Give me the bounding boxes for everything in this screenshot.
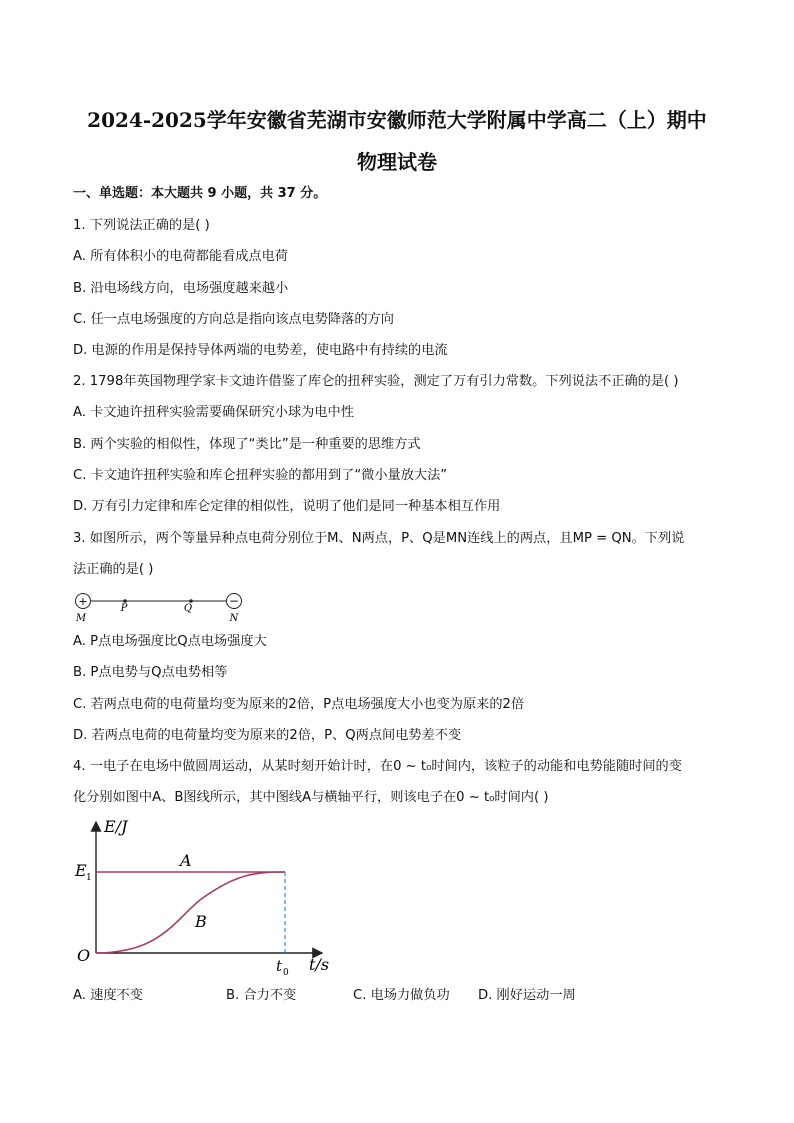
q4-option-d: D. 刚好运动一周 — [478, 988, 576, 1003]
y-axis-label: E/J — [104, 817, 128, 836]
q2-option-d: D. 万有引力定律和库仑定律的相似性，说明了他们是同一种基本相互作用 — [73, 499, 501, 514]
curve-b-label: B — [195, 912, 207, 931]
charges-figure — [70, 590, 250, 624]
q4-option-b: B. 合力不变 — [226, 988, 297, 1003]
q2-option-c: C. 卡文迪许扭秤实验和库仑扭秤实验的都用到了“微小量放大法” — [73, 468, 448, 483]
page-title-line2: 物理试卷 — [357, 150, 437, 174]
minus-sign: − — [228, 594, 240, 608]
curve-a-label: A — [180, 851, 192, 870]
t0-label: t — [276, 957, 283, 975]
curve-b-line — [96, 872, 285, 953]
q2-option-a: A. 卡文迪许扭秤实验需要确保研究小球为电中性 — [73, 405, 354, 420]
t0-subscript: 0 — [283, 968, 289, 978]
label-m: M — [75, 613, 87, 624]
e1-label: E — [75, 861, 87, 880]
q3-stem-line2: 法正确的是( ) — [73, 562, 154, 577]
plus-sign: + — [78, 595, 88, 608]
q4-stem-line1: 4. 一电子在电场中做圆周运动，从某时刻开始计时，在0 ~ t₀时间内，该粒子的动能和电势能随时间的变 — [73, 759, 682, 774]
label-n: N — [229, 613, 239, 624]
label-p: P — [120, 603, 128, 614]
q4-stem-line2: 化分别如图中A、B图线所示，其中图线A与横轴平行，则该电子在0 ~ t₀时间内( ) — [73, 790, 549, 805]
q1-option-d: D. 电源的作用是保持导体两端的电势差，使电路中有持续的电流 — [73, 343, 448, 358]
q4-option-a: A. 速度不变 — [73, 988, 143, 1003]
label-q: Q — [183, 603, 193, 614]
q2-option-b: B. 两个实验的相似性，体现了“类比”是一种重要的思维方式 — [73, 437, 421, 452]
page-title-line1: 2024-2025学年安徽省芜湖市安徽师范大学附属中学高二（上）期中 — [87, 108, 707, 132]
x-axis-label: t/s — [309, 955, 330, 974]
origin-label: O — [77, 946, 91, 965]
q1-option-a: A. 所有体积小的电荷都能看成点电荷 — [73, 249, 288, 264]
e1-subscript: 1 — [86, 873, 92, 883]
q1-option-c: C. 任一点电场强度的方向总是指向该点电势降落的方向 — [73, 312, 394, 327]
section-heading: 一、单选题：本大题共 9 小题，共 37 分。 — [73, 186, 327, 201]
q1-stem: 1. 下列说法正确的是( ) — [73, 218, 210, 233]
q3-option-a: A. P点电场强度比Q点电场强度大 — [73, 634, 267, 649]
q3-option-b: B. P点电势与Q点电势相等 — [73, 665, 228, 680]
q4-option-c: C. 电场力做负功 — [353, 988, 450, 1003]
q1-option-b: B. 沿电场线方向，电场强度越来越小 — [73, 281, 289, 296]
energy-time-graph — [70, 810, 340, 982]
q2-stem: 2. 1798年英国物理学家卡文迪许借鉴了库仑的扭秤实验，测定了万有引力常数。下列说法不正确的是( ) — [73, 374, 679, 389]
q3-stem-line1: 3. 如图所示，两个等量异种点电荷分别位于M、N两点，P、Q是MN连线上的两点，且MP = QN。下列说 — [73, 531, 685, 546]
q3-option-d: D. 若两点电荷的电荷量均变为原来的2倍，P、Q两点间电势差不变 — [73, 728, 462, 743]
q3-option-c: C. 若两点电荷的电荷量均变为原来的2倍，P点电场强度大小也变为原来的2倍 — [73, 697, 525, 712]
